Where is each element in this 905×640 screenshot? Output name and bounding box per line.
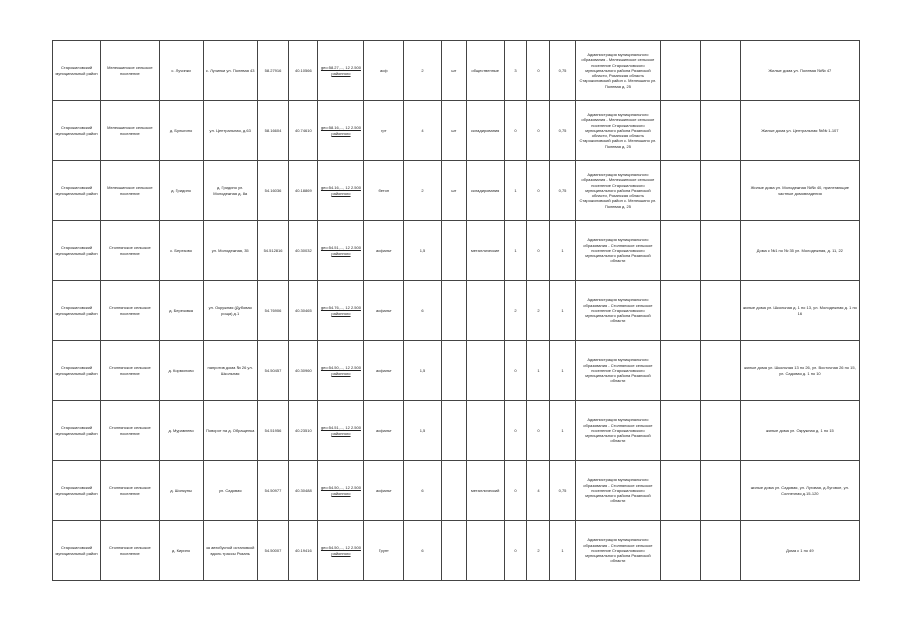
cell-district: Старожиловский муниципальный район xyxy=(53,401,101,461)
cell-cover: асфальт xyxy=(364,221,404,281)
cell-settlement: Столпянское сельское поселение xyxy=(101,461,160,521)
cell-lat: 54.50457 xyxy=(257,341,288,401)
cell-cover: грт xyxy=(364,101,404,161)
cell-vol: 0,75 xyxy=(550,41,575,101)
cell-residents: жилые дома ул. Окружная д. 1 по 15 xyxy=(740,401,859,461)
cell-blank1 xyxy=(661,461,701,521)
cell-address: ул. Садовая xyxy=(203,461,257,521)
cell-count: шт xyxy=(441,161,466,221)
cell-count xyxy=(441,221,466,281)
cell-c2: 2 xyxy=(527,521,550,581)
cell-c2: 0 xyxy=(527,161,550,221)
cell-admin: Администрация муниципального образования - Столпянское сельское поселение Старожиловского муниципального района Рязанской области xyxy=(575,461,661,521)
cell-type: металлический xyxy=(466,461,504,521)
cell-count xyxy=(441,341,466,401)
cell-link[interactable] xyxy=(318,221,364,281)
cell-settlement: Столпянское сельское поселение xyxy=(101,521,160,581)
cell-type: складирования xyxy=(466,161,504,221)
cell-link[interactable] xyxy=(318,281,364,341)
cell-blank2 xyxy=(700,221,740,281)
cell-area: 6 xyxy=(404,521,442,581)
cell-settlement: Мелекшинское сельское поселение xyxy=(101,41,160,101)
table-row xyxy=(53,41,860,101)
cell-residents: жилые дома ул. Школьная д. 1 по 13, ул. Молодежная д. 1 по 16 xyxy=(740,281,859,341)
cell-district: Старожиловский муниципальный район xyxy=(53,461,101,521)
cell-admin: Администрация муниципального образования - Мелекшинское сельское поселение Старожиловского муниципального района Рязанской области, Рязанская область Старожиловский район с. Мелекшино ул. Полевая д. 25 xyxy=(575,41,661,101)
table-row xyxy=(53,161,860,221)
cell-district: Старожиловский муниципальный район xyxy=(53,41,101,101)
cell-type: металлические xyxy=(466,221,504,281)
cell-vol: 1 xyxy=(550,221,575,281)
cell-c1: 0 xyxy=(504,341,527,401)
registry-table xyxy=(52,40,860,581)
cell-district: Старожиловский муниципальный район xyxy=(53,161,101,221)
cell-district: Старожиловский муниципальный район xyxy=(53,341,101,401)
cell-c1: 1 xyxy=(504,221,527,281)
map-link[interactable]: geo:54.50,..., 12 2.500 районного xyxy=(320,545,361,556)
cell-vol: 1 xyxy=(550,281,575,341)
cell-count xyxy=(441,461,466,521)
cell-lat: 58.27916 xyxy=(257,41,288,101)
cell-blank2 xyxy=(700,101,740,161)
cell-admin: Администрация муниципального образования - Столпянское сельское поселение Старожиловского муниципального района Рязанской области xyxy=(575,521,661,581)
cell-lat: 54.50007 xyxy=(257,521,288,581)
cell-link[interactable] xyxy=(318,101,364,161)
cell-vol: 1 xyxy=(550,341,575,401)
cell-type xyxy=(466,281,504,341)
cell-c2: 0 xyxy=(527,41,550,101)
cell-cover: асфальт xyxy=(364,401,404,461)
cell-vol: 0,75 xyxy=(550,461,575,521)
table-row xyxy=(53,521,860,581)
cell-cover: асфальт xyxy=(364,281,404,341)
cell-locality: д. Березовка xyxy=(159,281,203,341)
cell-lon: 40.23510 xyxy=(289,401,318,461)
cell-vol: 0,75 xyxy=(550,101,575,161)
cell-link[interactable] xyxy=(318,341,364,401)
cell-blank1 xyxy=(661,161,701,221)
cell-area: 6 xyxy=(404,281,442,341)
cell-area: 1,5 xyxy=(404,341,442,401)
cell-count: шт xyxy=(441,41,466,101)
cell-settlement: Столпянское сельское поселение xyxy=(101,221,160,281)
cell-c1: 0 xyxy=(504,521,527,581)
cell-lon: 40.74610 xyxy=(289,101,318,161)
cell-address: Поворот на д. Обращенка xyxy=(203,401,257,461)
cell-locality: с. Лучинки xyxy=(159,41,203,101)
cell-lon: 40.30488 xyxy=(289,461,318,521)
cell-district: Старожиловский муниципальный район xyxy=(53,521,101,581)
cell-district: Старожиловский муниципальный район xyxy=(53,281,101,341)
cell-blank1 xyxy=(661,281,701,341)
cell-link[interactable] xyxy=(318,401,364,461)
cell-area: 1,5 xyxy=(404,221,442,281)
cell-blank1 xyxy=(661,221,701,281)
cell-link[interactable] xyxy=(318,461,364,521)
cell-residents: Жилые дома ул. Полевая №№ 47 xyxy=(740,41,859,101)
cell-residents: Жилые дома ул. Молодежная №№ 40, прилегающие частные домовладения xyxy=(740,161,859,221)
map-link[interactable]: geo:54.51,..., 12 2.500 районного xyxy=(320,425,361,436)
cell-blank1 xyxy=(661,521,701,581)
cell-blank1 xyxy=(661,401,701,461)
cell-lon: 40.30465 xyxy=(289,281,318,341)
cell-lat: 54.50977 xyxy=(257,461,288,521)
cell-residents: Дома с 1 по 49 xyxy=(740,521,859,581)
cell-admin: Администрация муниципального образования - Мелекшинское сельское поселение Старожиловского муниципального района Рязанской области, Рязанская область Старожиловский район с. Мелекшино ул. Полевая д. 25 xyxy=(575,101,661,161)
cell-c2: 0 xyxy=(527,221,550,281)
cell-vol: 1 xyxy=(550,401,575,461)
cell-admin: Администрация муниципального образования - Столпянское сельское поселение Старожиловского муниципального района Рязанской области xyxy=(575,341,661,401)
table-row xyxy=(53,461,860,521)
cell-address: ул. Молодежная, 35 xyxy=(203,221,257,281)
map-link[interactable]: geo:54.50,..., 12 2.500 районного xyxy=(320,365,361,376)
cell-blank2 xyxy=(700,341,740,401)
map-link[interactable]: geo:58.16,..., 12 2.500 районного xyxy=(320,125,361,136)
cell-type xyxy=(466,521,504,581)
cell-count: шт xyxy=(441,101,466,161)
cell-link[interactable] xyxy=(318,161,364,221)
table-row xyxy=(53,401,860,461)
map-link[interactable]: geo:54.51,..., 12 2.500 районного xyxy=(320,245,361,256)
cell-settlement: Столпянское сельское поселение xyxy=(101,341,160,401)
cell-blank2 xyxy=(700,401,740,461)
cell-blank2 xyxy=(700,521,740,581)
cell-cover: бетон xyxy=(364,161,404,221)
cell-blank2 xyxy=(700,281,740,341)
cell-locality: д. Кормилово xyxy=(159,341,203,401)
table-row xyxy=(53,281,860,341)
cell-admin: Администрация муниципального образования - Столпянское сельское поселение Старожиловского муниципального района Рязанской области xyxy=(575,401,661,461)
map-link[interactable]: geo:54.16,..., 12 2.500 районного xyxy=(320,185,361,196)
cell-lat: 54.16036 xyxy=(257,161,288,221)
cell-admin: Администрация муниципального образования - Мелекшинское сельское поселение Старожиловского муниципального района Рязанской области, Рязанская область Старожиловский район с. Мелекшино ул. Полевая д. 25 xyxy=(575,161,661,221)
cell-residents: жилые дома ул. Садовая, ул. Луговая, д.Луговое, ул. Солнечная д.15-120 xyxy=(740,461,859,521)
cell-link[interactable] xyxy=(318,521,364,581)
cell-c1: 2 xyxy=(504,281,527,341)
map-link[interactable]: geo:54.76,..., 12 2.500 районного xyxy=(320,305,361,316)
cell-blank1 xyxy=(661,341,701,401)
cell-locality: д. Шилкуны xyxy=(159,461,203,521)
cell-residents: жилые дома ул. Школьная 13 по 26, ул. Восточная 26 по 15, ул. Садовая д. 1 по 10 xyxy=(740,341,859,401)
cell-lon: 40.10566 xyxy=(289,41,318,101)
cell-count xyxy=(441,401,466,461)
cell-locality: д. Муравлево xyxy=(159,401,203,461)
cell-address: ул. Центральная, д.63 xyxy=(203,101,257,161)
cell-type: общественные xyxy=(466,41,504,101)
cell-lat: 54.76906 xyxy=(257,281,288,341)
cell-c1: 1 xyxy=(504,161,527,221)
cell-vol: 0,75 xyxy=(550,161,575,221)
cell-c1: 0 xyxy=(504,401,527,461)
cell-lon: 40.18869 xyxy=(289,161,318,221)
cell-address: напротив дома № 26 ул. Школьная xyxy=(203,341,257,401)
cell-area: 6 xyxy=(404,461,442,521)
cell-c2: 2 xyxy=(527,281,550,341)
cell-address: д. Гридино ул. Молодежная д. 8а xyxy=(203,161,257,221)
cell-type xyxy=(466,341,504,401)
cell-cover: асфальт xyxy=(364,341,404,401)
cell-count xyxy=(441,521,466,581)
cell-blank1 xyxy=(661,41,701,101)
cell-lat: 54.512816 xyxy=(257,221,288,281)
table-row xyxy=(53,101,860,161)
cell-area: 2 xyxy=(404,161,442,221)
cell-address: за автобусной остановкой вдоль трассы Рязань xyxy=(203,521,257,581)
cell-type: складирования xyxy=(466,101,504,161)
cell-address: ул. Окружная (Дубовая роща) д.1 xyxy=(203,281,257,341)
cell-blank2 xyxy=(700,41,740,101)
table-row xyxy=(53,341,860,401)
cell-area: 1,5 xyxy=(404,401,442,461)
cell-settlement: Мелекшинское сельское поселение xyxy=(101,161,160,221)
cell-type xyxy=(466,401,504,461)
cell-locality: с. Березово xyxy=(159,221,203,281)
cell-c2: 1 xyxy=(527,341,550,401)
cell-district: Старожиловский муниципальный район xyxy=(53,221,101,281)
cell-c2: 0 xyxy=(527,401,550,461)
cell-lat: 58.16604 xyxy=(257,101,288,161)
cell-blank1 xyxy=(661,101,701,161)
cell-admin: Администрация муниципального образования - Столпянское сельское поселение Старожиловского муниципального района Рязанской области xyxy=(575,221,661,281)
cell-vol: 1 xyxy=(550,521,575,581)
cell-lon: 40.30032 xyxy=(289,221,318,281)
cell-c1: 3 xyxy=(504,41,527,101)
cell-settlement: Столпянское сельское поселение xyxy=(101,401,160,461)
cell-address: с. Лучинки ул. Полевая 43 xyxy=(203,41,257,101)
registry-sheet xyxy=(52,40,860,581)
cell-blank2 xyxy=(700,161,740,221)
cell-c1: 0 xyxy=(504,101,527,161)
cell-cover: асфальт xyxy=(364,461,404,521)
cell-settlement: Мелекшинское сельское поселение xyxy=(101,101,160,161)
cell-cover: асф xyxy=(364,41,404,101)
cell-area: 2 xyxy=(404,41,442,101)
cell-c1: 0 xyxy=(504,461,527,521)
table-row xyxy=(53,221,860,281)
map-link[interactable]: geo:54.50,..., 12 2.500 районного xyxy=(320,485,361,496)
cell-locality: д. Булыгино xyxy=(159,101,203,161)
cell-district: Старожиловский муниципальный район xyxy=(53,101,101,161)
cell-lat: 54.51956 xyxy=(257,401,288,461)
cell-link[interactable] xyxy=(318,41,364,101)
map-link[interactable]: geo:58.27,..., 12 2.500 районного xyxy=(320,65,361,76)
cell-c2: 0 xyxy=(527,101,550,161)
cell-area: 4 xyxy=(404,101,442,161)
cell-residents: Жилые дома ул. Центральная №№ 1-107 xyxy=(740,101,859,161)
cell-cover: Грунт xyxy=(364,521,404,581)
cell-c2: 4 xyxy=(527,461,550,521)
cell-blank2 xyxy=(700,461,740,521)
cell-locality: д. Кирино xyxy=(159,521,203,581)
cell-settlement: Столпянское сельское поселение xyxy=(101,281,160,341)
cell-lon: 40.30960 xyxy=(289,341,318,401)
cell-count xyxy=(441,281,466,341)
cell-lon: 40.19416 xyxy=(289,521,318,581)
cell-locality: д. Гридино xyxy=(159,161,203,221)
cell-admin: Администрация муниципального образования - Столпянское сельское поселение Старожиловского муниципального района Рязанской области xyxy=(575,281,661,341)
cell-residents: Дома с №1 по № 35 ул. Молодежная, д. 11, 22 xyxy=(740,221,859,281)
